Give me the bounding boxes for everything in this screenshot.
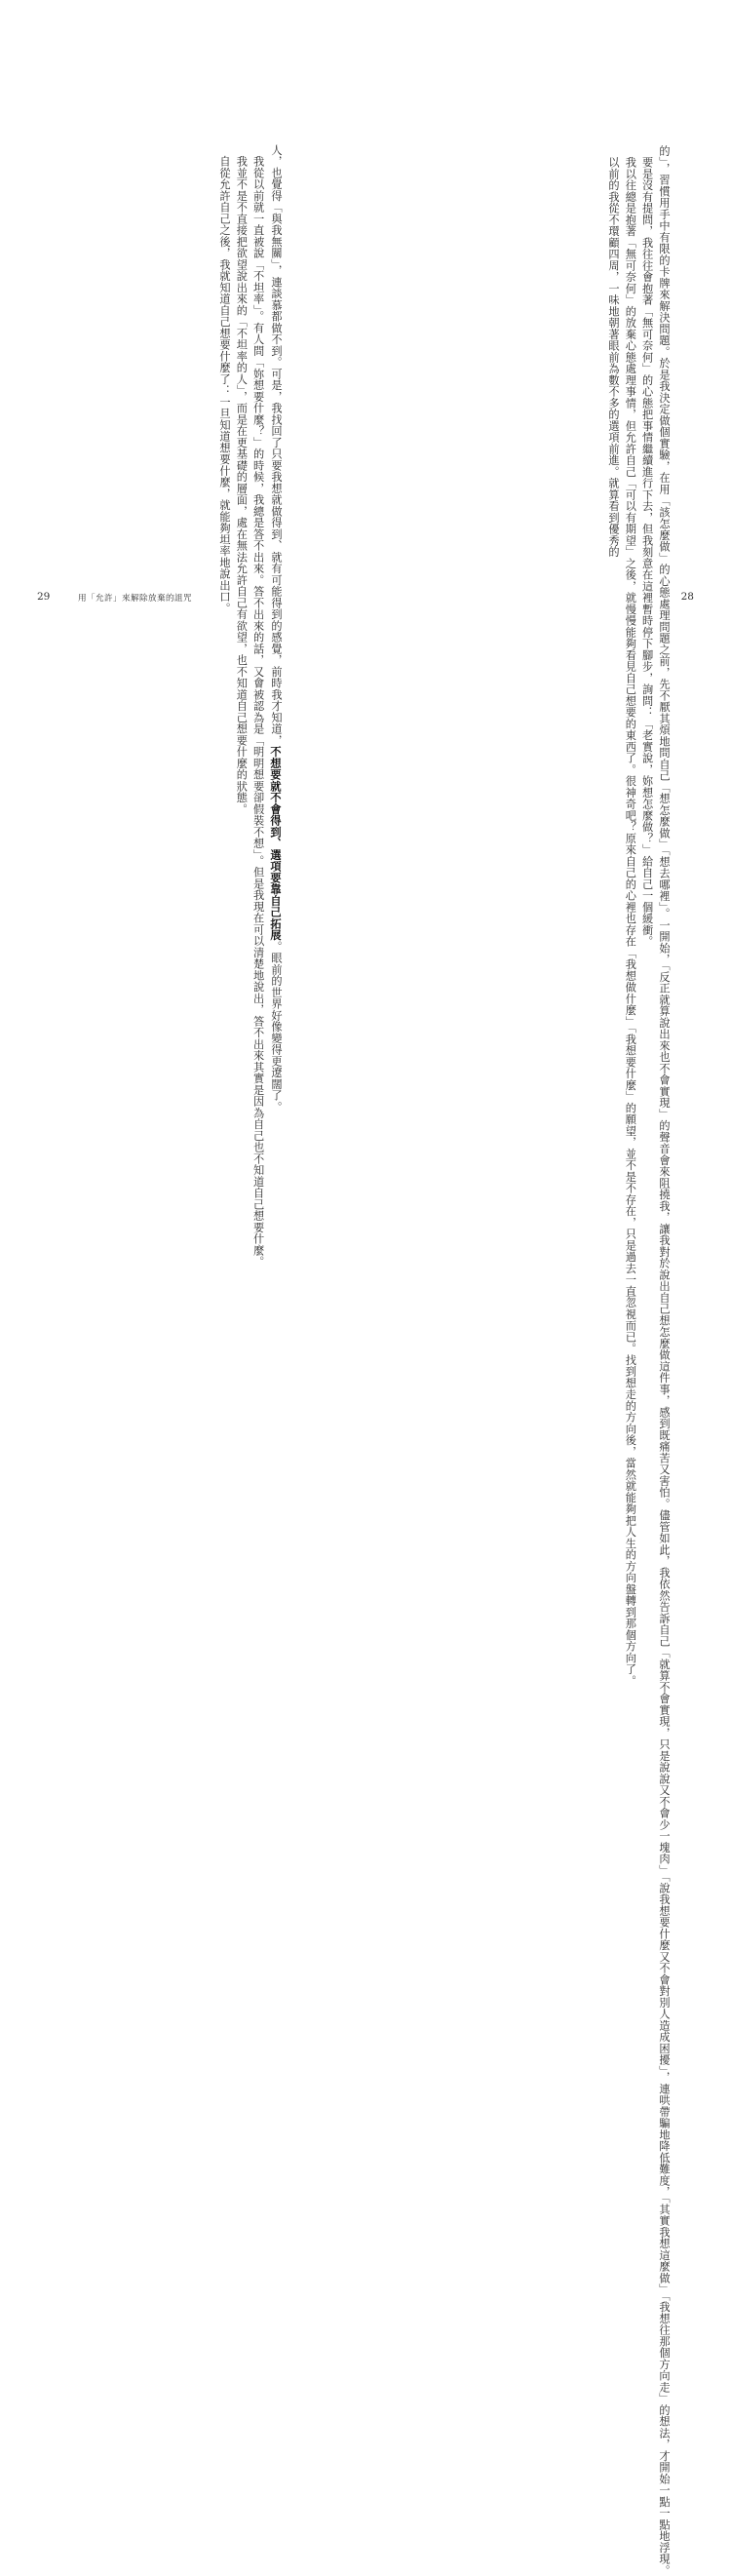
text-run: 。眼前的世界 — [270, 940, 283, 1010]
paragraph — [622, 145, 638, 1687]
left-page — [0, 0, 366, 1268]
paragraph — [267, 144, 285, 1113]
text-run: 人，也覺得「與我無關」，連談慕都做不到。可是，我找回了只要我想就做得到、就有 — [270, 144, 283, 574]
right-page-body-text — [605, 145, 673, 2576]
paragraph — [656, 145, 673, 2576]
left-page-number: 29 — [37, 591, 51, 603]
text-run: 肉」「說我想要什麼又不會對別人造成困擾」，連哄帶騙地降低難度，「其實我想這麼 — [658, 1853, 671, 2273]
text-run: 在這裡暫時停下腳步，詢問：「老實說，妳想怎麼做？」給自己一個緩衝。 — [640, 568, 654, 948]
text-run: 我從以前就一直被說「不坦率」。有人問「妳想要什麼？」的時候，我總是答不出 — [251, 144, 265, 564]
text-run: 心態處理問題之前，先不厭其煩地問自己「想怎麼做」「想去哪裡」。一開始，「反正就 — [658, 574, 671, 1006]
paragraph — [638, 145, 655, 948]
text-run: 來。答不出來的話，又會被認為是「明明想要卻假裝不想」。但是我現在可以清楚地說 — [251, 563, 265, 994]
paragraph — [250, 144, 266, 1268]
right-page-number: 28 — [680, 591, 694, 603]
text-run: 的」，習慣用手中有限的卡牌來解決問題。於是我決定做個實驗，在用「該怎麼做」的 — [658, 145, 671, 575]
text-run: 好像變得更遼闊了。 — [270, 1009, 283, 1113]
paragraph — [233, 144, 250, 815]
text-run: 以前的我從不環顧四周，一味地朝著眼前為數不多的選項前進。就算看到優秀的 — [606, 145, 620, 558]
text-run: 可能得到的感覺，前時我才知道， — [270, 573, 283, 747]
emphasis-text: 不想要就不會得到、選項要靠自己拓展 — [269, 746, 283, 941]
text-run: 自從允許自己之後，我就知道自己想要什麼了：一旦知道想要什麼，就能夠坦率地 — [217, 144, 231, 568]
text-run: 要是沒有提問，我往往會抱著「無可奈何」的心態把事情繼續進行下去，但我刻意 — [640, 145, 654, 569]
paragraph — [216, 144, 233, 614]
paragraph — [605, 145, 622, 558]
text-run: 向後，當然就能夠把人生的方向盤轉到那個方向了。 — [624, 1423, 637, 1687]
right-page — [366, 0, 731, 2576]
text-run: 我並不是不直接把欲望說出來的「不坦率的人」，而是在更基礎的層面，處在無法 — [235, 144, 249, 564]
text-run: 什麼」「我想要什麼」的願望，並不是不存在，只是過去一直忽視而已。找到想走的方 — [624, 993, 637, 1424]
text-run: 出，答不出來其實是因為自己也不知道自己想要什麼。 — [251, 993, 265, 1268]
text-run: 我以往總是抱著「無可奈何」的放棄心態處理事情，但允許自己「可以有期望」之 — [624, 145, 637, 569]
text-run: 算說出來也不會實現」的聲音會來阻撓我，讓我對於說出自己想怎麼做這件事，感到既 — [658, 1005, 671, 1441]
text-run: 說出口。 — [217, 567, 231, 614]
running-title: 用「允許」來解除放棄的詛咒 — [78, 594, 192, 604]
text-run: 後，就慢慢能夠看見自己想要的東西了。很神奇吧？原來自己的心裡也存在「我想做 — [624, 568, 637, 994]
text-run: 痛苦又害怕。儘管如此，我依然告訴自己「就算不會實現，只是說說又不會少一塊 — [658, 1440, 671, 1854]
text-run: 允許自己有欲望，也不知道自己想要什麼的狀態。 — [235, 563, 249, 815]
text-run: 做」「我想往那個方向走」的想法，才開始一點一點地浮現。 — [658, 2272, 671, 2576]
left-page-body-text — [216, 144, 285, 1268]
